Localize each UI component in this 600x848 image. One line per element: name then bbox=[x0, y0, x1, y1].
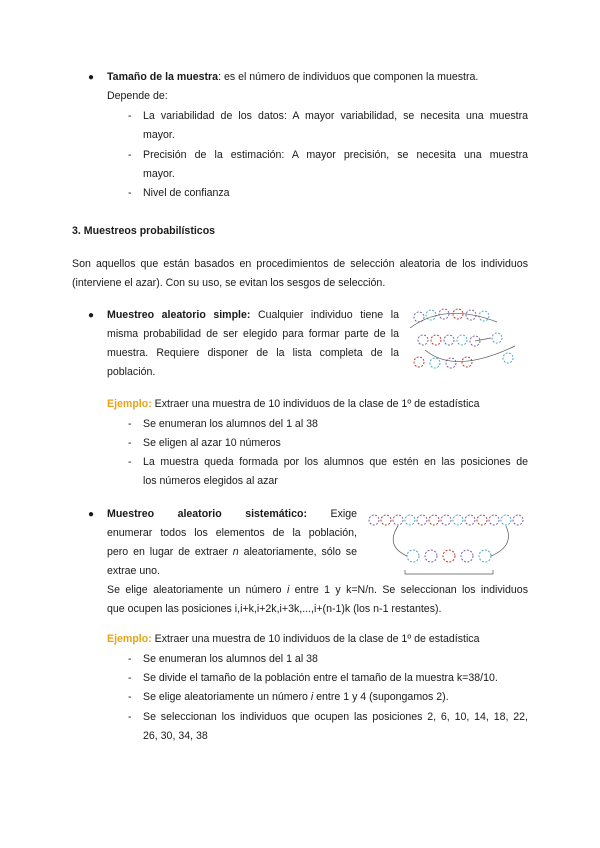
simple-item-3-cont: los números elegidos al azar bbox=[143, 475, 278, 487]
population-circle bbox=[429, 515, 439, 525]
dash: - bbox=[128, 456, 132, 468]
systematic-line-3 bbox=[107, 546, 357, 559]
systematic-text-3b: aleatoriamente, sólo se bbox=[238, 546, 357, 558]
population-circle bbox=[513, 515, 523, 525]
size-paragraph bbox=[107, 71, 478, 84]
systematic-item-1: Se enumeran los alumnos del 1 al 38 bbox=[143, 653, 318, 665]
systematic-example-text: Extraer una muestra de 10 individuos de la clase de 1º de estadística bbox=[151, 633, 480, 645]
size-term: Tamaño de la muestra bbox=[107, 71, 219, 83]
population-circle bbox=[369, 515, 379, 525]
size-item-2: Precisión de la estimación: A mayor precisión, se necesita una muestra bbox=[143, 149, 528, 161]
systematic-item-2: Se divide el tamaño de la población entre el tamaño de la muestra k=38/10. bbox=[143, 672, 498, 684]
dash: - bbox=[128, 672, 132, 684]
systematic-line-5 bbox=[107, 584, 528, 597]
dash: - bbox=[128, 110, 132, 122]
simple-example bbox=[107, 398, 480, 411]
section-intro-2: (interviene el azar). Con su uso, se evitan los sesgos de selección. bbox=[72, 277, 386, 289]
population-circle bbox=[479, 311, 489, 321]
systematic-text-3a: pero en lugar de extraer bbox=[107, 546, 233, 558]
systematic-item-3 bbox=[143, 691, 449, 704]
systematic-example bbox=[107, 633, 480, 646]
dash: - bbox=[128, 711, 132, 723]
systematic-item-4: Se seleccionan los individuos que ocupen las posiciones 2, 6, 10, 14, 18, 22, bbox=[143, 711, 528, 723]
population-circle bbox=[465, 515, 475, 525]
size-item-2-cont: mayor. bbox=[143, 168, 175, 180]
simple-example-label: Ejemplo: bbox=[107, 398, 152, 410]
population-circle bbox=[381, 515, 391, 525]
sample-circle bbox=[479, 550, 491, 562]
arrow-curve bbox=[491, 526, 508, 556]
dash: - bbox=[128, 691, 132, 703]
sample-circle bbox=[425, 550, 437, 562]
simple-term: Muestreo aleatorio simple: bbox=[107, 309, 251, 321]
population-circle bbox=[457, 335, 467, 345]
dash: - bbox=[128, 653, 132, 665]
arrow-curve bbox=[425, 346, 515, 362]
systematic-line-2: enumerar todos los elementos de la población, bbox=[107, 527, 357, 539]
simple-item-1: Se enumeran los alumnos del 1 al 38 bbox=[143, 418, 318, 430]
simple-line-2: misma probabilidad de ser elegido para formar parte de la bbox=[107, 328, 399, 340]
systematic-text-1: Exige bbox=[330, 508, 357, 520]
population-circle bbox=[453, 515, 463, 525]
simple-line-4: población. bbox=[107, 366, 156, 378]
sample-circle bbox=[407, 550, 419, 562]
arrow-line bbox=[475, 338, 491, 341]
sample-circle bbox=[503, 353, 513, 363]
bullet: ● bbox=[88, 509, 95, 520]
sample-circle bbox=[414, 357, 424, 367]
sample-circle bbox=[492, 333, 502, 343]
systematic-line-6: que ocupen las posiciones i,i+k,i+2k,i+3k,...,i+(n-1)k (los n-1 restantes). bbox=[107, 603, 442, 615]
systematic-term: Muestreo aleatorio sistemático: bbox=[107, 508, 308, 520]
sample-bracket bbox=[405, 570, 493, 574]
systematic-text-i: i bbox=[286, 584, 290, 596]
bullet: ● bbox=[88, 310, 95, 321]
systematic-item-3i: i bbox=[310, 691, 314, 703]
bullet: ● bbox=[88, 72, 95, 83]
systematic-line-1 bbox=[107, 508, 357, 521]
size-item-1: La variabilidad de los datos: A mayor variabilidad, se necesita una muestra bbox=[143, 110, 528, 122]
systematic-text-5b: entre 1 y k=N/n. Se seleccionan los individuos bbox=[289, 584, 528, 596]
systematic-item-3b: entre 1 y 4 (supongamos 2). bbox=[313, 691, 449, 703]
simple-line-1 bbox=[107, 309, 399, 322]
sample-circle bbox=[443, 550, 455, 562]
systematic-item-3a: Se elige aleatoriamente un número bbox=[143, 691, 311, 703]
size-item-1-cont: mayor. bbox=[143, 129, 175, 141]
population-circle bbox=[441, 515, 451, 525]
population-circle bbox=[501, 515, 511, 525]
systematic-line-4: extrae uno. bbox=[107, 565, 161, 577]
dash: - bbox=[128, 187, 132, 199]
simple-sampling-figure bbox=[405, 300, 530, 380]
simple-item-2: Se eligen al azar 10 números bbox=[143, 437, 281, 449]
simple-item-3: La muestra queda formada por los alumnos que estén en las posiciones de bbox=[143, 456, 528, 468]
population-circle bbox=[477, 515, 487, 525]
size-line2: Depende de: bbox=[107, 90, 168, 102]
systematic-sampling-figure bbox=[365, 506, 530, 578]
arrow-curve bbox=[393, 526, 407, 556]
simple-example-text: Extraer una muestra de 10 individuos de la clase de 1º de estadística bbox=[151, 398, 480, 410]
size-item-3: Nivel de confianza bbox=[143, 187, 230, 199]
sample-circle bbox=[430, 358, 440, 368]
section-intro-1: Son aquellos que están basados en procedimientos de selección aleatoria de los individuos bbox=[72, 258, 528, 270]
simple-text-1: Cualquier individuo tiene la bbox=[257, 309, 399, 321]
simple-line-3: muestra. Requiere disponer de la lista completa de la bbox=[107, 347, 399, 359]
systematic-item-4-cont: 26, 30, 34, 38 bbox=[143, 730, 208, 742]
systematic-example-label: Ejemplo: bbox=[107, 633, 152, 645]
dash: - bbox=[128, 437, 132, 449]
population-circle bbox=[489, 515, 499, 525]
population-circle bbox=[444, 335, 454, 345]
dash: - bbox=[128, 418, 132, 430]
population-circle bbox=[418, 335, 428, 345]
systematic-text-5a: Se elige aleatoriamente un número bbox=[107, 584, 287, 596]
section-heading: 3. Muestreos probabilísticos bbox=[72, 225, 216, 237]
dash: - bbox=[128, 149, 132, 161]
size-text: : es el número de individuos que componen la muestra. bbox=[218, 71, 479, 83]
population-circle bbox=[405, 515, 415, 525]
sample-circle bbox=[461, 550, 473, 562]
population-circle bbox=[453, 309, 463, 319]
sample-circle bbox=[462, 357, 472, 367]
population-circle bbox=[393, 515, 403, 525]
sample-circle bbox=[446, 358, 456, 368]
population-circle bbox=[417, 515, 427, 525]
population-circle bbox=[431, 335, 441, 345]
systematic-text-n: n bbox=[232, 546, 239, 558]
